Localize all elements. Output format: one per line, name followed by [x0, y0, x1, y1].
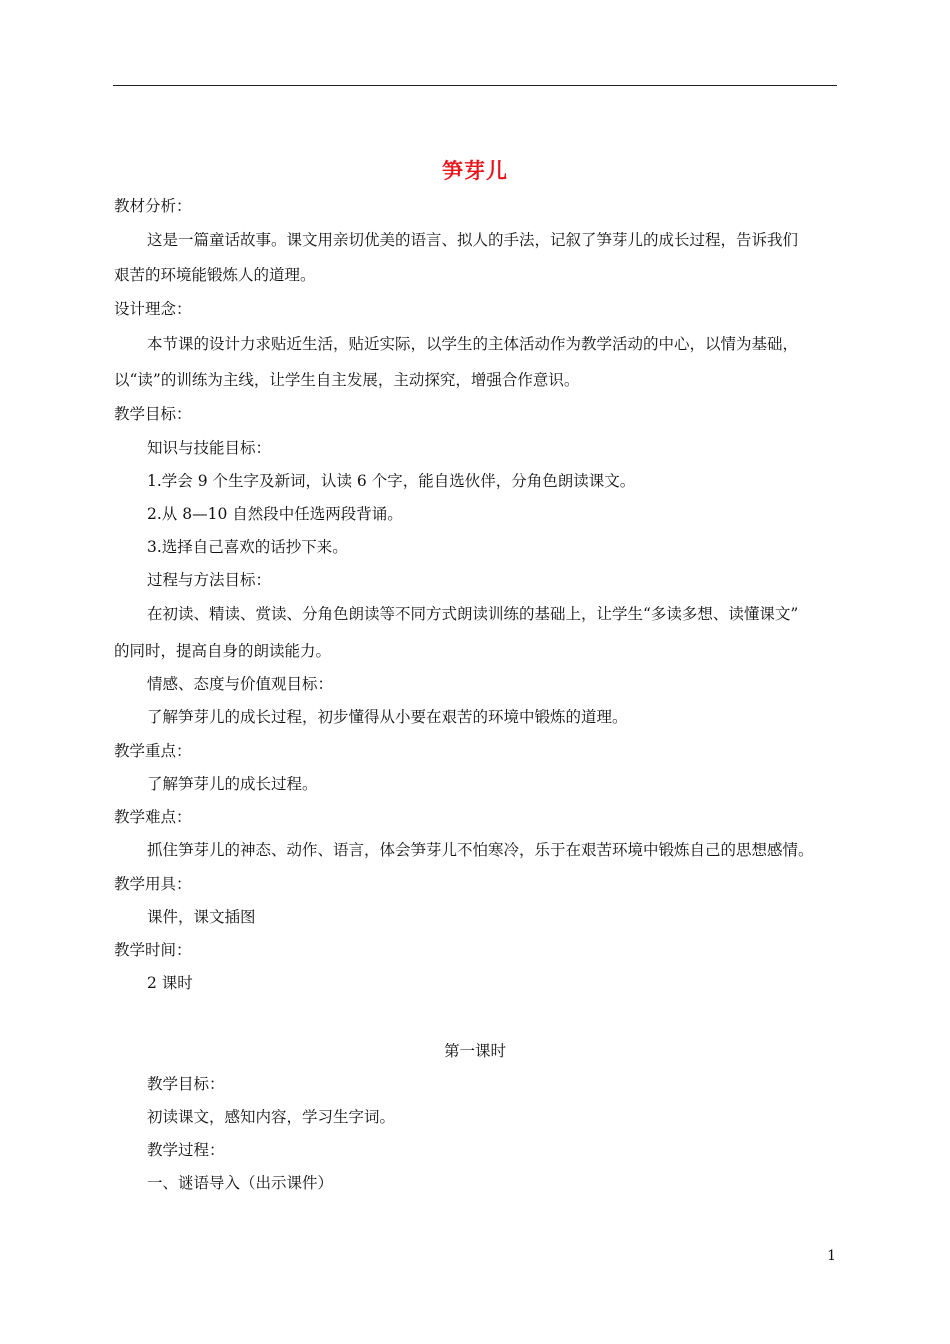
subheading-emotion-goals: 情感、态度与价值观目标：: [147, 675, 334, 693]
heading-teaching-goals: 教学目标：: [114, 405, 192, 423]
list-item: 3.选择自己喜欢的话抄下来。: [147, 538, 348, 556]
list-item: 1.学会 9 个生字及新词，认读 6 个字，能自选伙伴，分角色朗读课文。: [147, 472, 636, 490]
document-title: 笋芽儿: [442, 158, 508, 183]
section-title-first-lesson: 第一课时: [443, 1042, 506, 1060]
subheading-process-goals: 过程与方法目标：: [147, 571, 272, 589]
subheading-knowledge-goals: 知识与技能目标：: [147, 439, 272, 457]
list-item: 2.从 8—10 自然段中任选两段背诵。: [147, 505, 403, 523]
paragraph-line: 以“读”的训练为主线，让学生自主发展，主动探究，增强合作意识。: [114, 371, 580, 389]
header-rule: [113, 85, 837, 86]
heading-teaching-process: 教学过程：: [147, 1141, 225, 1159]
heading-design-concept: 设计理念：: [114, 300, 192, 318]
paragraph-line: 艰苦的环境能锻炼人的道理。: [114, 266, 316, 284]
page-number: 1: [827, 1248, 836, 1264]
paragraph-line: 一、谜语导入（出示课件）: [147, 1174, 334, 1192]
heading-teaching-tools: 教学用具：: [114, 875, 192, 893]
paragraph-line: 本节课的设计力求贴近生活，贴近实际，以学生的主体活动作为教学活动的中心，以情为基础，: [147, 335, 799, 353]
heading-material-analysis: 教材分析：: [114, 197, 192, 215]
paragraph-line: 了解笋芽儿的成长过程。: [147, 775, 318, 793]
paragraph-line: 的同时，提高自身的朗读能力。: [114, 642, 332, 660]
heading-difficult-points: 教学难点：: [114, 808, 192, 826]
paragraph-line: 在初读、精读、赏读、分角色朗读等不同方式朗读训练的基础上，让学生“多读多想、读懂课文”: [147, 605, 799, 623]
heading-lesson-goals: 教学目标：: [147, 1075, 225, 1093]
paragraph-line: 这是一篇童话故事。课文用亲切优美的语言、拟人的手法，记叙了笋芽儿的成长过程，告诉我们: [147, 231, 799, 249]
paragraph-line: 2 课时: [147, 974, 193, 992]
paragraph-line: 初读课文，感知内容，学习生字词。: [147, 1108, 396, 1126]
heading-key-points: 教学重点：: [114, 742, 192, 760]
paragraph-line: 课件，课文插图: [147, 908, 256, 926]
paragraph-line: 了解笋芽儿的成长过程，初步懂得从小要在艰苦的环境中锻炼的道理。: [147, 708, 628, 726]
heading-teaching-time: 教学时间：: [114, 941, 192, 959]
paragraph-line: 抓住笋芽儿的神态、动作、语言，体会笋芽儿不怕寒冷，乐于在艰苦环境中锻炼自己的思想感情。: [147, 841, 814, 859]
